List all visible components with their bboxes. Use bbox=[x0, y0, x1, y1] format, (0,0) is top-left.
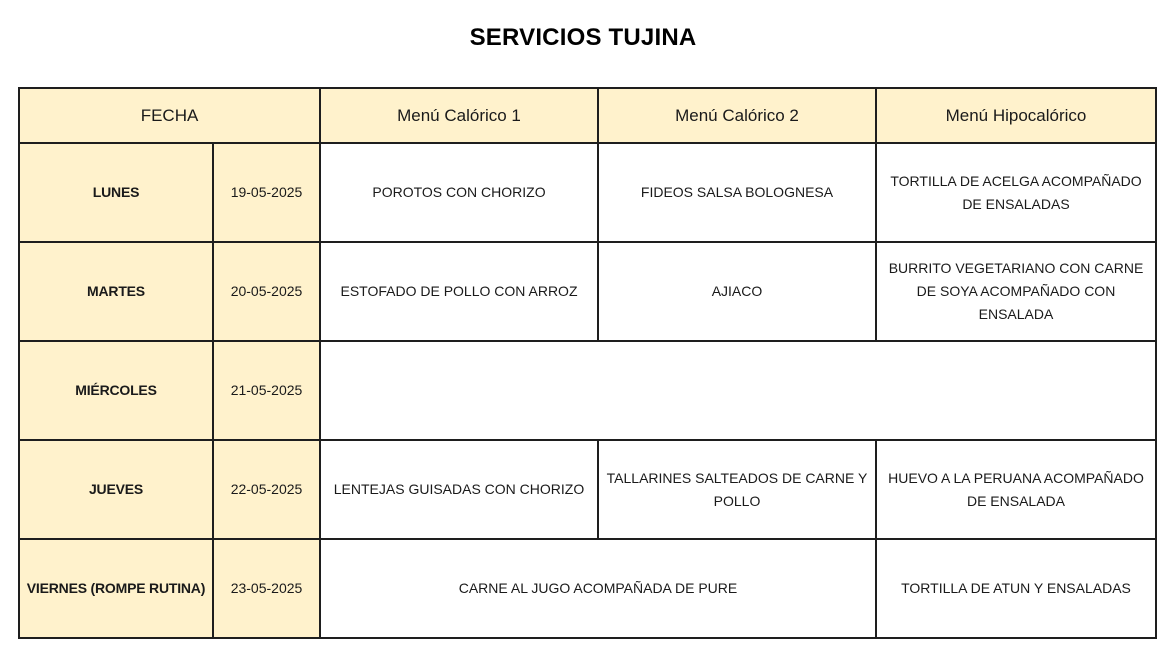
table-row bbox=[19, 143, 1156, 242]
page-title: SERVICIOS TUJINA bbox=[469, 24, 697, 51]
day-cell: JUEVES bbox=[19, 440, 213, 539]
date-cell: 20-05-2025 bbox=[213, 242, 320, 341]
menu1-cell: ESTOFADO DE POLLO CON ARROZ bbox=[320, 242, 598, 341]
hipo-cell: TORTILLA DE ACELGA ACOMPAÑADO DE ENSALADAS bbox=[876, 143, 1156, 242]
menu2-cell: FIDEOS SALSA BOLOGNESA bbox=[598, 143, 876, 242]
header-fecha: FECHA bbox=[19, 88, 320, 143]
table-row bbox=[19, 341, 1156, 440]
hipo-cell: TORTILLA DE ATUN Y ENSALADAS bbox=[876, 539, 1156, 638]
table-row bbox=[19, 539, 1156, 638]
hipo-cell: BURRITO VEGETARIANO CON CARNE DE SOYA ACOMPAÑADO CON ENSALADA bbox=[876, 242, 1156, 341]
day-cell: MIÉRCOLES bbox=[19, 341, 213, 440]
date-cell: 21-05-2025 bbox=[213, 341, 320, 440]
date-cell: 22-05-2025 bbox=[213, 440, 320, 539]
menu1-menu2-merged-cell: CARNE AL JUGO ACOMPAÑADA DE PURE bbox=[320, 539, 876, 638]
header-row bbox=[19, 88, 1156, 143]
table-row bbox=[19, 440, 1156, 539]
day-cell: VIERNES (ROMPE RUTINA) bbox=[19, 539, 213, 638]
date-cell: 23-05-2025 bbox=[213, 539, 320, 638]
hipo-cell: HUEVO A LA PERUANA ACOMPAÑADO DE ENSALADA bbox=[876, 440, 1156, 539]
day-cell: LUNES bbox=[19, 143, 213, 242]
header-menu-hipocalorico: Menú Hipocalórico bbox=[876, 88, 1156, 143]
day-cell: MARTES bbox=[19, 242, 213, 341]
menu1-cell: LENTEJAS GUISADAS CON CHORIZO bbox=[320, 440, 598, 539]
menu1-cell: POROTOS CON CHORIZO bbox=[320, 143, 598, 242]
merged-empty-cell bbox=[320, 341, 1156, 440]
header-menu-calorico-1: Menú Calórico 1 bbox=[320, 88, 598, 143]
table-row bbox=[19, 242, 1156, 341]
menu2-cell: AJIACO bbox=[598, 242, 876, 341]
menu2-cell: TALLARINES SALTEADOS DE CARNE Y POLLO bbox=[598, 440, 876, 539]
menu-table bbox=[18, 87, 1157, 639]
date-cell: 19-05-2025 bbox=[213, 143, 320, 242]
header-menu-calorico-2: Menú Calórico 2 bbox=[598, 88, 876, 143]
